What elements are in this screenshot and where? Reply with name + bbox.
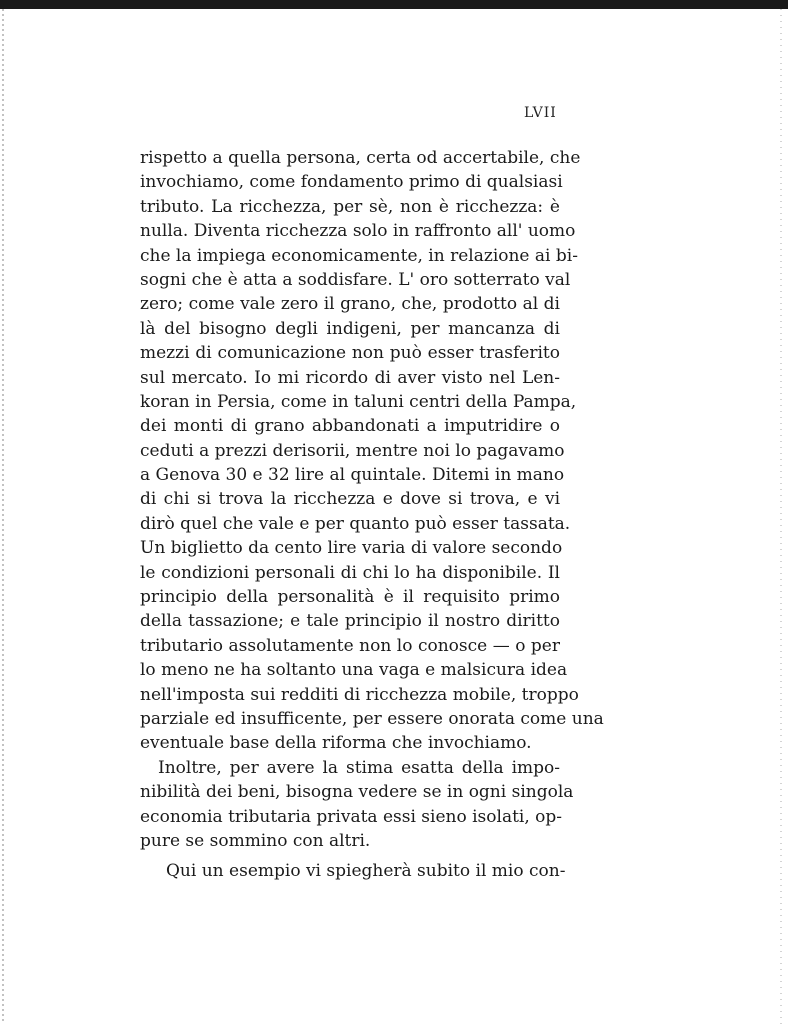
text-line: Un biglietto da cento lire varia di valore secondo	[140, 538, 563, 559]
scan-left-edge	[2, 9, 4, 1024]
text-line: invochiamo, come fondamento primo di qualsiasi	[140, 172, 563, 193]
text-line: nibilità dei beni, bisogna vedere se in ogni singola	[140, 782, 574, 803]
text-line: che la impiega economicamente, in relazione ai bi-	[140, 245, 578, 266]
text-line: tributario assolutamente non lo conosce — o per	[140, 635, 560, 656]
text-line: Inoltre, per avere la stima esatta della impo-	[158, 757, 560, 778]
text-line: di chi si trova la ricchezza e dove si trova, e vi	[140, 489, 560, 510]
text-line: nulla. Diventa ricchezza solo in raffronto all' uomo	[140, 221, 576, 242]
text-line: mezzi di comunicazione non può esser trasferito	[140, 343, 560, 364]
text-line: sul mercato. Io mi ricordo di aver visto nel Len-	[140, 367, 560, 388]
scan-right-edge	[780, 9, 782, 1024]
text-line: koran in Persia, come in taluni centri della Pampa,	[140, 391, 577, 412]
text-line: là del bisogno degli indigeni, per mancanza di	[140, 318, 560, 339]
text-line: parziale ed insufficente, per essere onorata come una	[140, 708, 604, 729]
text-line: ceduti a prezzi derisorii, mentre noi lo pagavamo	[140, 440, 565, 461]
text-line: nell'imposta sui redditi di ricchezza mobile, troppo	[140, 684, 579, 705]
text-line: Qui un esempio vi spiegherà subito il mio con-	[166, 861, 566, 882]
text-line: rispetto a quella persona, certa od accertabile, che	[140, 148, 581, 168]
text-line: dirò quel che vale e per quanto può esser tassata.	[140, 513, 571, 534]
text-line: zero; come vale zero il grano, che, prodotto al di	[140, 294, 560, 315]
page-number: LVII	[524, 105, 557, 121]
text-line: pure se sommino con altri.	[140, 830, 371, 851]
text-line: eventuale base della riforma che invochiamo.	[140, 733, 532, 754]
scan-top-border	[0, 0, 788, 9]
text-line: tributo. La ricchezza, per sè, non è ricchezza: è	[140, 196, 560, 217]
text-line: le condizioni personali di chi lo ha disponibile. Il	[140, 562, 560, 583]
body-text	[140, 146, 604, 884]
text-line: della tassazione; e tale principio il nostro diritto	[140, 611, 560, 632]
text-line: lo meno ne ha soltanto una vaga e malsicura idea	[140, 660, 568, 681]
text-line: a Genova 30 e 32 lire al quintale. Ditemi in mano	[140, 465, 565, 486]
text-line: sogni che è atta a soddisfare. L' oro sotterrato val	[140, 269, 571, 290]
text-line: economia tributaria privata essi sieno isolati, op-	[140, 806, 563, 827]
text-line: principio della personalità è il requisito primo	[140, 587, 560, 608]
text-line: dei monti di grano abbandonati a imputridire o	[140, 416, 560, 437]
